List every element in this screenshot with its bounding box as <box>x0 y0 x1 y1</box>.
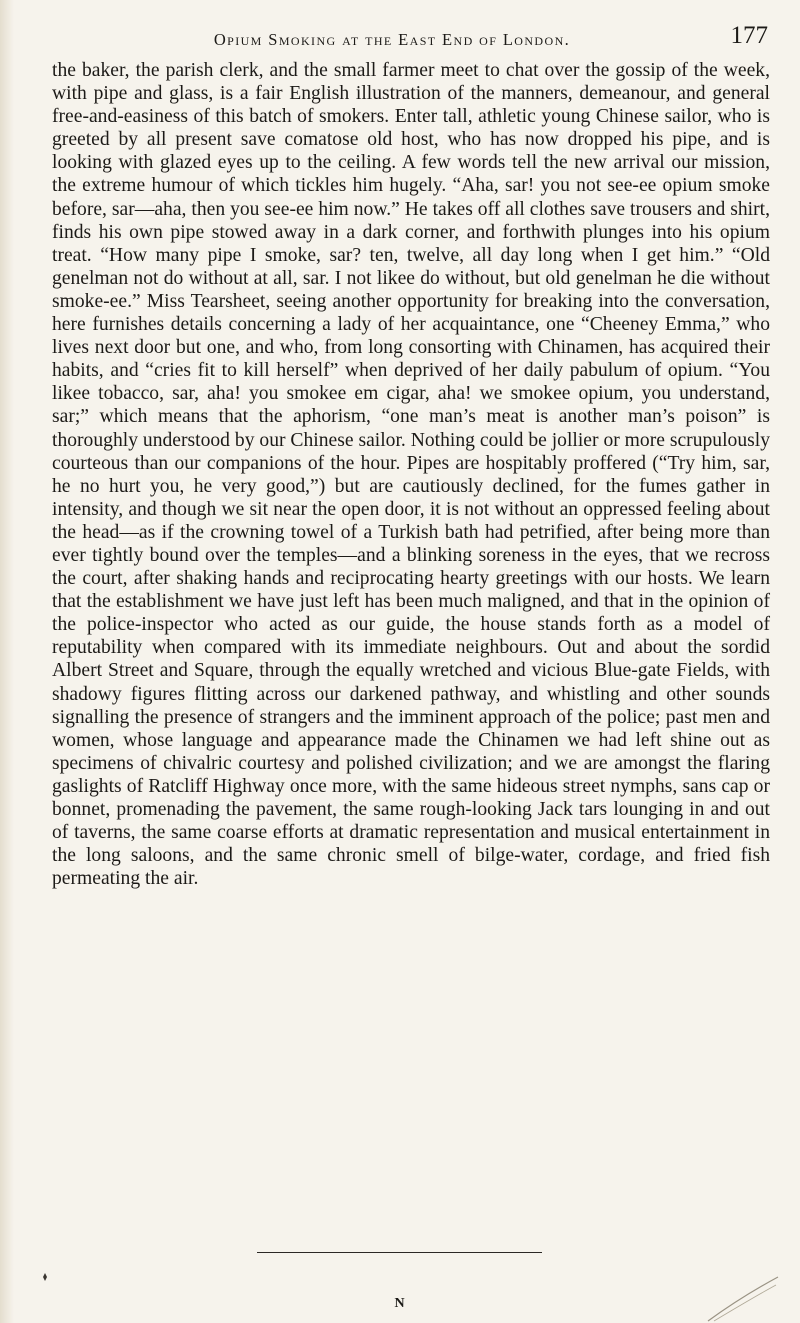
running-title: Opium Smoking at the East End of London. <box>213 30 571 49</box>
stray-ink-mark <box>42 1273 48 1281</box>
running-head <box>56 22 768 58</box>
signature-mark: N <box>394 1296 406 1311</box>
pencil-mark <box>700 1275 780 1323</box>
footer-rule <box>257 1252 542 1253</box>
body-text <box>52 59 770 890</box>
page-binding-edge <box>0 0 14 1323</box>
page-number: 177 <box>730 22 768 49</box>
paragraph: the baker, the parish clerk, and the small farmer meet to chat over the gossip of the week, with pipe and glass, is a fair English illustration of the manners, demeanour, and general free-and-easiness of this batch of smokers. Enter tall, athletic young Chinese sailor, who is greeted by all present save comatose old host, who has now dropped his pipe, and is looking with glazed eyes up to the ceiling. A few words tell the new arrival our mission, the extreme humour of which tickles him hugely. “Aha, sar! you not see-ee opium smoke before, sar—aha, then you see-ee him now.” He takes off all clothes save trousers and shirt, finds his own pipe stowed away in a dark corner, and forthwith plunges into his opium treat. “How many pipe I smoke, sar? ten, twelve, all day long when I get him.” “Old genelman not do without at all, sar. I not likee do without, but old genelman he die without smoke-ee.” Miss Tearsheet, seeing another opportunity for breaking into the conversation, here furnishes details concerning a lady of her acquaintance, one “Cheeney Emma,” who lives next door but one, and who, from long consorting with Chinamen, has acquired their habits, and “cries fit to kill herself” when deprived of her daily pabulum of opium. “You likee tobacco, sar, aha! you smokee em cigar, aha! we smokee opium, you understand, sar;” which means that the aphorism, “one man’s meat is another man’s poison” is thoroughly understood by our Chinese sailor. Nothing could be jollier or more scrupulously courteous than our companions of the hour. Pipes are hospitably proffered (“Try him, sar, he no hurt you, he very good,”) but are cautiously declined, for the fumes gather in intensity, and though we sit near the open door, it is not without an oppressed feeling about the head—as if the crowning towel of a Turkish bath had petrified, after being more than ever tightly bound over the temples—and a blinking soreness in the eyes, that we recross the court, after shaking hands and reciprocating hearty greetings with our hosts. We learn that the establishment we have just left has been much maligned, and that in the opinion of the police-inspector who acted as our guide, the house stands forth as a model of reputability when compared with its immediate neighbours. Out and about the sordid Albert Street and Square, through the equally wretched and vicious Blue-gate Fields, with shadowy figures flitting across our darkened pathway, and whistling and other sounds signalling the presence of strangers and the imminent approach of the police; past men and women, whose language and appearance made the Chinamen we had left shine out as specimens of chivalric courtesy and polished civilization; and we are amongst the flaring gaslights of Ratcliff Highway once more, with the same hideous street nymphs, sans cap or bonnet, promenading the pavement, the same rough-looking Jack tars lounging in and out of taverns, the same coarse efforts at dramatic representation and musical entertainment in the long saloons, and the same chronic smell of bilge-water, cordage, and fried fish permeating the air. <box>52 60 770 890</box>
